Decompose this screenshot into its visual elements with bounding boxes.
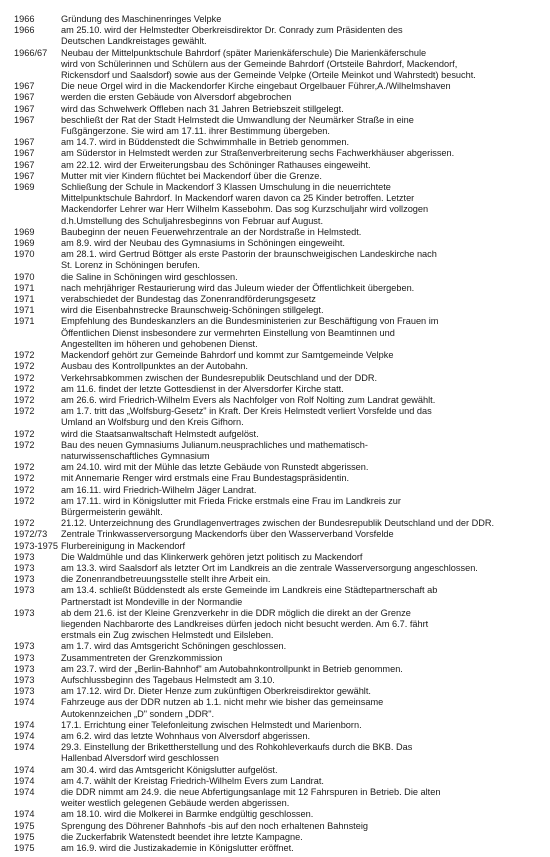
entry-text-line: am 25.10. wird der Helmstedter Oberkreisdirektor Dr. Conrady zum Präsidenten des — [61, 25, 403, 36]
chronology-entry — [14, 249, 546, 271]
entry-year: 1971 — [14, 282, 35, 293]
entry-year: 1972 — [14, 518, 35, 529]
entry-text-line: werden die ersten Gebäude von Alversdorf abgebrochen — [61, 92, 292, 103]
entry-text-line: Neubau der Mittelpunktschule Bahrdorf (später Marienkäferschule) Die Marienkäferschule — [61, 47, 427, 58]
entry-year: 1967 — [14, 148, 35, 159]
entry-text-line: am 4.7. wählt der Kreistag Friedrich-Wilhelm Evers zum Landrat. — [61, 775, 324, 786]
entry-text-line: wird die Eisenbahnstrecke Braunschweig-Schöningen stillgelegt. — [61, 305, 324, 316]
entry-year: 1973 — [14, 686, 35, 697]
entry-text-line: am 1.7. wird das Amtsgericht Schöningen geschlossen. — [61, 641, 287, 652]
entry-text — [61, 518, 546, 529]
entry-text — [61, 529, 546, 540]
entry-text — [61, 294, 546, 305]
chronology-entry — [14, 529, 546, 540]
entry-text-line: Mackendorfer Lehrer war Herr Wilhelm Kassebohm. Das sog Kurzschuljahr wird vollzogen — [61, 204, 429, 215]
entry-text — [61, 48, 546, 82]
entry-text-line: mit Annemarie Renger wird erstmals eine Frau Bundestagspräsidentin. — [61, 473, 350, 484]
entry-text-line: am 6.2. wird das letzte Wohnhaus von Alversdorf abgerissen. — [61, 731, 311, 741]
entry-text — [61, 160, 546, 171]
entry-text-line: Flurbereinigung in Mackendorf — [61, 540, 186, 551]
entry-year: 1972 — [14, 350, 35, 361]
entry-year: 1975 — [14, 820, 35, 831]
chronology-entry — [14, 697, 546, 719]
entry-text-line: wird von Schülerinnen und Schülern aus der Gemeinde Bahrdorf (Ortsteile Bahrdorf, Mackendorf, — [61, 58, 458, 69]
chronology-entry — [14, 843, 546, 854]
entry-text-line: Fußgängerzone. Sie wird am 17.11. ihrer Bestimmung übergeben. — [61, 126, 330, 137]
chronology-entry — [14, 776, 546, 787]
chronology-entry — [14, 653, 546, 664]
entry-text — [61, 137, 546, 148]
chronology-entry — [14, 81, 546, 92]
entry-text — [61, 115, 546, 137]
chronology-entry — [14, 227, 546, 238]
entry-text-line: am 17.11. wird in Königslutter mit Frieda Fricke erstmals eine Frau im Landkreis zur — [61, 495, 401, 506]
chronology-entry — [14, 686, 546, 697]
entry-text-line: am 26.6. wird Friedrich-Wilhelm Evers als Nachfolger von Rolf Nolting zum Landrat gewählt. — [61, 394, 436, 405]
entry-text-line: liegenden Nachbarorte des Landkreises dürfen jedoch nicht besucht werden. Am 6.7. fährt — [61, 618, 429, 629]
entry-year: 1972 — [14, 406, 35, 417]
entry-text — [61, 585, 546, 607]
entry-year: 1974 — [14, 731, 35, 741]
entry-text — [61, 25, 546, 47]
entry-year: 1967 — [14, 137, 35, 148]
entry-year: 1967 — [14, 103, 35, 114]
entry-text — [61, 14, 546, 25]
entry-text-line: Die neue Orgel wird in die Mackendorfer Kirche eingebaut Orgelbauer Führer,A./Wilhelmshaven — [61, 81, 451, 92]
entry-text-line: am 17.12. wird Dr. Dieter Henze zum zukünftigen Oberkreisdirektor gewählt. — [61, 686, 371, 697]
entry-text — [61, 171, 546, 182]
entry-year: 1972 — [14, 372, 35, 383]
entry-text-line: am 16.11. wird Friedrich-Wilhelm Jäger Landrat. — [61, 484, 257, 495]
entry-text — [61, 742, 546, 764]
chronology-entry — [14, 294, 546, 305]
entry-text-line: Schließung der Schule in Mackendorf 3 Klassen Umschulung in die neuerrichtete — [61, 182, 391, 193]
chronology-entry — [14, 563, 546, 574]
entry-text — [61, 92, 546, 103]
entry-text — [61, 182, 546, 227]
entry-year: 1972 — [14, 394, 35, 405]
chronology-entry — [14, 104, 546, 115]
chronology-entry — [14, 765, 546, 776]
chronology-entry — [14, 272, 546, 283]
entry-year: 1973 — [14, 607, 35, 618]
entry-text — [61, 843, 546, 854]
entry-year: 1974 — [14, 697, 35, 708]
chronology-entry — [14, 585, 546, 607]
chronology-entry — [14, 641, 546, 652]
entry-year: 1973 — [14, 574, 35, 585]
entry-year: 1973 — [14, 551, 35, 562]
chronology-entry — [14, 440, 546, 462]
chronology-entry — [14, 809, 546, 820]
entry-year: 1966/67 — [14, 47, 48, 58]
chronology-entry — [14, 787, 546, 809]
chronology-entry — [14, 552, 546, 563]
chronology-entry — [14, 373, 546, 384]
entry-text — [61, 462, 546, 473]
entry-text-line: Öffentlichen Dienst insbesondere zur vermehrten Einstellung von Beamtinnen und — [61, 327, 395, 338]
entry-text-line: am 8.9. wird der Neubau des Gymnasiums in Schöningen eingeweiht. — [61, 238, 345, 249]
chronology-entry — [14, 160, 546, 171]
entry-text — [61, 608, 546, 642]
chronology-list — [14, 14, 546, 854]
entry-year: 1971 — [14, 305, 35, 316]
entry-year: 1967 — [14, 159, 35, 170]
entry-year: 1967 — [14, 81, 35, 92]
entry-year: 1970 — [14, 271, 35, 282]
entry-text-line: Rickensdorf und Saalsdorf) sowie aus der Gemeinde Velpke (Orteile Meinkot und Wahrstedt) besucht. — [61, 70, 476, 81]
entry-year: 1975 — [14, 831, 35, 842]
entry-year: 1974 — [14, 809, 35, 820]
entry-text-line: verabschiedet der Bundestag das Zonenrandförderungsgesetz — [61, 294, 316, 305]
entry-text — [61, 664, 546, 675]
entry-text — [61, 686, 546, 697]
entry-text-line: 29.3. Einstellung der Brikettherstellung und des Rohkohleverkaufs durch die BKB. Das — [61, 742, 413, 753]
entry-text-line: die Zuckerfabrik Watenstedt beendet ihre letzte Kampagne. — [61, 831, 303, 842]
entry-text — [61, 697, 546, 719]
entry-text — [61, 675, 546, 686]
entry-year: 1967 — [14, 170, 35, 181]
entry-text-line: St. Lorenz in Schöningen berufen. — [61, 260, 200, 271]
entry-text-line: beschließt der Rat der Stadt Helmstedt die Umwandlung der Neumärker Straße in eine — [61, 114, 414, 125]
entry-text — [61, 541, 546, 552]
entry-year: 1973 — [14, 641, 35, 652]
entry-text — [61, 787, 546, 809]
entry-year: 1972 — [14, 473, 35, 484]
entry-text-line: weiter westlich gelegenen Gebäude werden abgerissen. — [61, 798, 290, 809]
entry-year: 1972 — [14, 361, 35, 372]
entry-year: 1969 — [14, 226, 35, 237]
entry-text — [61, 653, 546, 664]
chronology-entry — [14, 148, 546, 159]
entry-year: 1973 — [14, 674, 35, 685]
entry-year: 1972/73 — [14, 529, 48, 540]
entry-text-line: Fahrzeuge aus der DDR nutzen ab 1.1. nicht mehr wie bisher das gemeinsame — [61, 697, 384, 708]
entry-text — [61, 249, 546, 271]
entry-text-line: am 24.10. wird mit der Mühle das letzte Gebäude von Runstedt abgerissen. — [61, 462, 369, 473]
chronology-entry — [14, 496, 546, 518]
entry-text-line: am 22.12. wird der Erweiterungsbau des Schöninger Rathauses eingeweiht. — [61, 159, 371, 170]
chronology-entry — [14, 406, 546, 428]
entry-text-line: die Zonenrandbetreuungsstelle stellt ihre Arbeit ein. — [61, 574, 271, 585]
entry-year: 1972 — [14, 439, 35, 450]
chronology-entry — [14, 485, 546, 496]
chronology-entry — [14, 462, 546, 473]
chronology-entry — [14, 664, 546, 675]
entry-text — [61, 485, 546, 496]
entry-year: 1973 — [14, 652, 35, 663]
entry-year: 1974 — [14, 787, 35, 798]
entry-text-line: 21.12. Unterzeichnung des Grundlagenvertrages zwischen der Bundesrepublik Deutschland und der DDR. — [61, 518, 495, 529]
entry-text — [61, 720, 546, 731]
entry-text-line: Gründung des Maschinenringes Velpke — [61, 14, 222, 24]
entry-text-line: am 30.4. wird das Amtsgericht Königslutter aufgelöst. — [61, 764, 278, 775]
entry-text-line: erstmals ein Zug zwischen Helmstedt und Eilsleben. — [61, 630, 274, 641]
entry-year: 1969 — [14, 238, 35, 249]
entry-year: 1974 — [14, 764, 35, 775]
entry-text-line: Partnerstadt ist Mondeville in der Normandie — [61, 596, 243, 607]
entry-text — [61, 731, 546, 742]
entry-text — [61, 81, 546, 92]
chronology-entry — [14, 350, 546, 361]
entry-text-line: Deutschen Landkreistages gewählt. — [61, 36, 207, 47]
chronology-entry — [14, 541, 546, 552]
entry-year: 1973 — [14, 585, 35, 596]
entry-text-line: d.h.Umstellung des Schuljahresbeginns von Februar auf August. — [61, 215, 324, 226]
entry-text — [61, 496, 546, 518]
entry-text — [61, 429, 546, 440]
entry-text-line: Die Waldmühle und das Klinkerwerk gehören jetzt politisch zu Mackendorf — [61, 551, 363, 562]
entry-text-line: wird die Staatsanwaltschaft Helmstedt aufgelöst. — [61, 428, 259, 439]
entry-text-line: nach mehrjähriger Restaurierung wird das Juleum wieder der Öffentlichkeit übergeben. — [61, 282, 415, 293]
entry-text-line: Zentrale Trinkwasserversorgung Mackendorfs über den Wasserverband Vorsfelde — [61, 529, 394, 540]
entry-text-line: am 14.7. wird in Büddenstedt die Schwimmhalle in Betrieb genommen. — [61, 137, 350, 148]
entry-text — [61, 316, 546, 350]
entry-text-line: Bürgermeisterin gewählt. — [61, 506, 163, 517]
entry-year: 1966 — [14, 25, 35, 36]
chronology-entry — [14, 675, 546, 686]
entry-year: 1969 — [14, 182, 35, 193]
entry-year: 1972 — [14, 484, 35, 495]
entry-text — [61, 283, 546, 294]
entry-text-line: Umland an Wolfsburg und den Kreis Gifhorn. — [61, 417, 244, 428]
chronology-entry — [14, 48, 546, 82]
chronology-entry — [14, 283, 546, 294]
entry-text — [61, 574, 546, 585]
entry-text — [61, 104, 546, 115]
entry-text — [61, 473, 546, 484]
entry-year: 1973 — [14, 663, 35, 674]
entry-year: 1974 — [14, 775, 35, 786]
entry-text-line: die DDR nimmt am 24.9. die neue Abfertigungsanlage mit 12 Fahrspuren in Betrieb. Die alten — [61, 787, 441, 798]
entry-text-line: wird das Schwelwerk Offleben nach 31 Jahren Betriebszeit stillgelegt. — [61, 103, 344, 114]
entry-text — [61, 552, 546, 563]
entry-text-line: Zusammentreten der Grenzkommission — [61, 652, 223, 663]
entry-text-line: Angestellten im höheren und gehobenen Dienst. — [61, 338, 258, 349]
entry-year: 1972 — [14, 495, 35, 506]
chronology-entry — [14, 821, 546, 832]
entry-text-line: die Saline in Schöningen wird geschlossen. — [61, 271, 238, 282]
entry-text — [61, 440, 546, 462]
entry-year: 1971 — [14, 294, 35, 305]
chronology-entry — [14, 25, 546, 47]
chronology-entry — [14, 384, 546, 395]
entry-year: 1971 — [14, 316, 35, 327]
entry-text-line: naturwissenschaftliches Gymnasium — [61, 450, 210, 461]
entry-text-line: ab dem 21.6. ist der Kleine Grenzverkehr in die DDR möglich die direkt an der Grenze — [61, 607, 411, 618]
entry-text-line: Mackendorf gehört zur Gemeinde Bahrdorf und kommt zur Samtgemeinde Velpke — [61, 350, 394, 361]
chronology-entry — [14, 429, 546, 440]
entry-text — [61, 832, 546, 843]
entry-text-line: Empfehlung des Bundeskanzlers an die Bundesministerien zur Beschäftigung von Frauen im — [61, 316, 439, 327]
entry-text-line: Sprengung des Döhrener Bahnhofs -bis auf den noch erhaltenen Bahnsteig — [61, 820, 368, 831]
entry-text-line: Ausbau des Kontrollpunktes an der Autobahn. — [61, 361, 248, 372]
entry-text — [61, 227, 546, 238]
entry-text-line: Mutter mit vier Kindern flüchtet bei Mackendorf über die Grenze. — [61, 170, 322, 181]
entry-text-line: am 16.9. wird die Justizakademie in Königslutter eröffnet. — [61, 843, 294, 854]
entry-text-line: Aufschlussbeginn des Tagebaus Helmstedt am 3.10. — [61, 674, 275, 685]
entry-text — [61, 406, 546, 428]
chronology-entry — [14, 171, 546, 182]
entry-text-line: am 1.7. tritt das „Wolfsburg-Gesetz" in Kraft. Der Kreis Helmstedt verliert Vorsfelde und das — [61, 406, 432, 417]
entry-text-line: Hallenbad Alversdorf wird geschlossen — [61, 753, 219, 764]
entry-text-line: Verkehrsabkommen zwischen der Bundesrepublik Deutschland und der DDR. — [61, 372, 378, 383]
entry-text — [61, 395, 546, 406]
entry-text — [61, 238, 546, 249]
entry-text — [61, 641, 546, 652]
entry-year: 1970 — [14, 249, 35, 260]
entry-year: 1972 — [14, 462, 35, 473]
entry-text-line: am 28.1. wird Gertrud Böttger als erste Pastorin der braunschweigischen Landeskirche nach — [61, 249, 437, 260]
entry-text-line: Bau des neuen Gymnasiums Julianum.neusprachliches und mathematisch- — [61, 439, 368, 450]
entry-text — [61, 809, 546, 820]
entry-text-line: am 18.10. wird die Molkerei in Barmke endgültig geschlossen. — [61, 809, 314, 820]
chronology-entry — [14, 720, 546, 731]
entry-text — [61, 821, 546, 832]
chronology-entry — [14, 92, 546, 103]
entry-text — [61, 350, 546, 361]
chronology-entry — [14, 305, 546, 316]
entry-year: 1973-1975 — [14, 540, 58, 551]
entry-year: 1966 — [14, 14, 35, 24]
entry-text-line: am 23.7. wird der „Berlin-Bahnhof" am Autobahnkontrollpunkt in Betrieb genommen. — [61, 663, 403, 674]
entry-text — [61, 563, 546, 574]
entry-text — [61, 384, 546, 395]
entry-text — [61, 373, 546, 384]
chronology-entry — [14, 832, 546, 843]
entry-text-line: Mittelpunktschule Bahrdorf. In Mackendorf waren davon ca 25 Kinder betroffen. Letzter — [61, 193, 415, 204]
entry-year: 1972 — [14, 428, 35, 439]
chronology-entry — [14, 608, 546, 642]
entry-year: 1974 — [14, 719, 35, 730]
chronology-entry — [14, 361, 546, 372]
chronology-entry — [14, 14, 546, 25]
chronology-entry — [14, 182, 546, 227]
chronology-entry — [14, 115, 546, 137]
entry-text — [61, 361, 546, 372]
entry-year: 1967 — [14, 114, 35, 125]
entry-year: 1973 — [14, 562, 35, 573]
entry-year: 1974 — [14, 742, 35, 753]
chronology-entry — [14, 316, 546, 350]
entry-text-line: Autokennzeichen „D" sondern „DDR". — [61, 708, 215, 719]
chronology-entry — [14, 473, 546, 484]
entry-text — [61, 272, 546, 283]
entry-year: 1967 — [14, 92, 35, 103]
entry-text — [61, 148, 546, 159]
chronology-entry — [14, 742, 546, 764]
entry-text — [61, 765, 546, 776]
entry-text-line: am 13.3. wird Saalsdorf als letzter Ort im Landkreis an die zentrale Wasserversorgung angeschlossen. — [61, 562, 478, 573]
entry-text-line: 17.1. Errichtung einer Telefonleitung zwischen Helmstedt und Marienborn. — [61, 719, 362, 730]
chronology-entry — [14, 137, 546, 148]
entry-text — [61, 776, 546, 787]
entry-text-line: am 11.6. findet der letzte Gottesdienst in der Alversdorfer Kirche statt. — [61, 383, 344, 394]
chronology-entry — [14, 518, 546, 529]
chronology-entry — [14, 731, 546, 742]
entry-text — [61, 305, 546, 316]
entry-year: 1975 — [14, 843, 35, 854]
chronology-entry — [14, 395, 546, 406]
entry-year: 1972 — [14, 383, 35, 394]
entry-text-line: am Süderstor in Helmstedt werden zur Straßenverbreiterung sechs Fachwerkhäuser abgerissen. — [61, 148, 455, 159]
chronology-entry — [14, 238, 546, 249]
entry-text-line: Baubeginn der neuen Feuerwehrzentrale an der Nordstraße in Helmstedt. — [61, 226, 362, 237]
chronology-entry — [14, 574, 546, 585]
entry-text-line: am 13.4. schließt Büddenstedt als erste Gemeinde im Landkreis eine Städtepartnerschaft ab — [61, 585, 438, 596]
